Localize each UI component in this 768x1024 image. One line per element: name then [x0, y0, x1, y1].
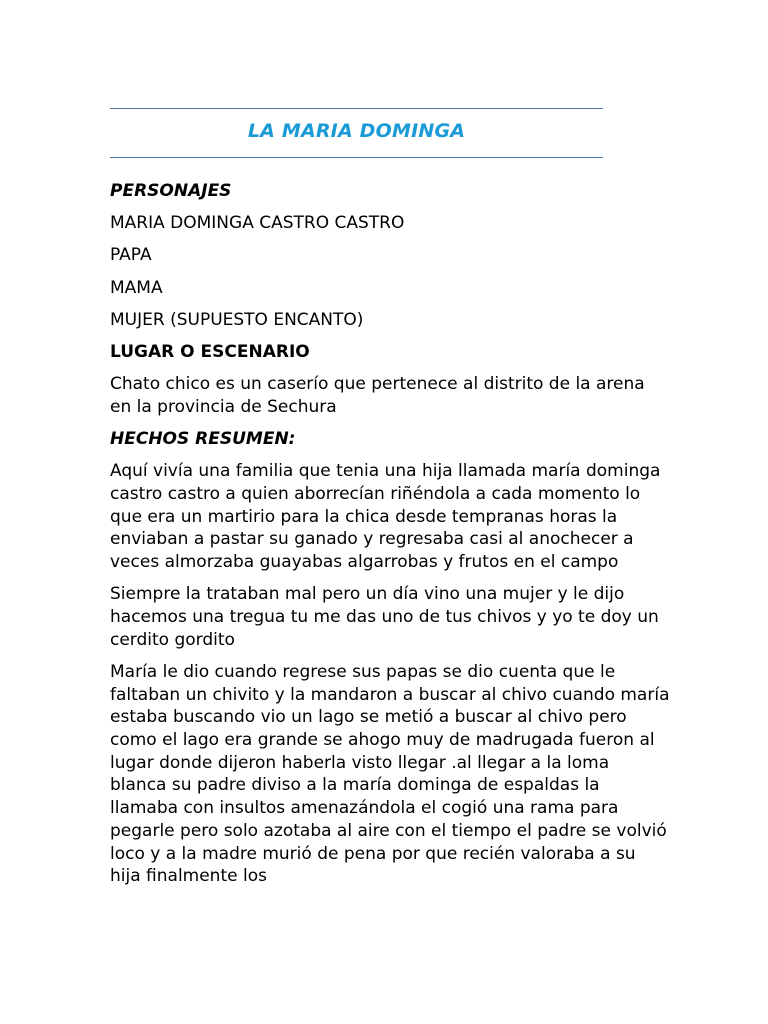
personajes-heading: PERSONAJES [110, 181, 232, 201]
personaje-item: MAMA [110, 277, 163, 298]
personaje-item: PAPA [110, 245, 152, 266]
lugar-paragraph: Chato chico es un caserío que pertenece al distrito de la arena en la provincia de Sechura [110, 374, 645, 417]
hechos-heading: HECHOS RESUMEN: [110, 429, 296, 450]
hechos-paragraph: Siempre la trataban mal pero un día vino una mujer y le dijo hacemos una tregua tu me das uno de tus chivos y yo te doy un cerdito gordito [110, 584, 659, 650]
document-body [110, 180, 670, 897]
lugar-heading: LUGAR O ESCENARIO [110, 342, 310, 363]
title-block [110, 108, 603, 158]
hechos-paragraph: María le dio cuando regrese sus papas se dio cuenta que le faltaban un chivito y la mandaron a buscar al chivo cuando maría estaba buscando vio un lago se metió a buscar al chivo pero como el lago era grande se ahogo muy de madrugada fueron al lugar donde dijeron haberla visto llegar .al llegar a la loma blanca su padre diviso a la maría dominga de espaldas la llamaba con insultos amenazándola el cogió una rama para pegarle pero solo azotaba al aire con el tiempo el padre se volvió loco y a la madre murió de pena por que recién valoraba a su hija finalmente los [110, 661, 670, 887]
document-title: LA MARIA DOMINGA [247, 120, 466, 142]
personaje-item: MARIA DOMINGA CASTRO CASTRO [110, 213, 405, 234]
hechos-paragraph: Aquí vivía una familia que tenia una hija llamada maría dominga castro castro a quien aborrecían riñéndola a cada momento lo que era un martirio para la chica desde tempranas horas la enviaban a pastar su ganado y regresaba casi al anochecer a veces almorzaba guayabas algarrobas y frutos en el campo [110, 461, 661, 573]
personaje-item: MUJER (SUPUESTO ENCANTO) [110, 309, 364, 330]
